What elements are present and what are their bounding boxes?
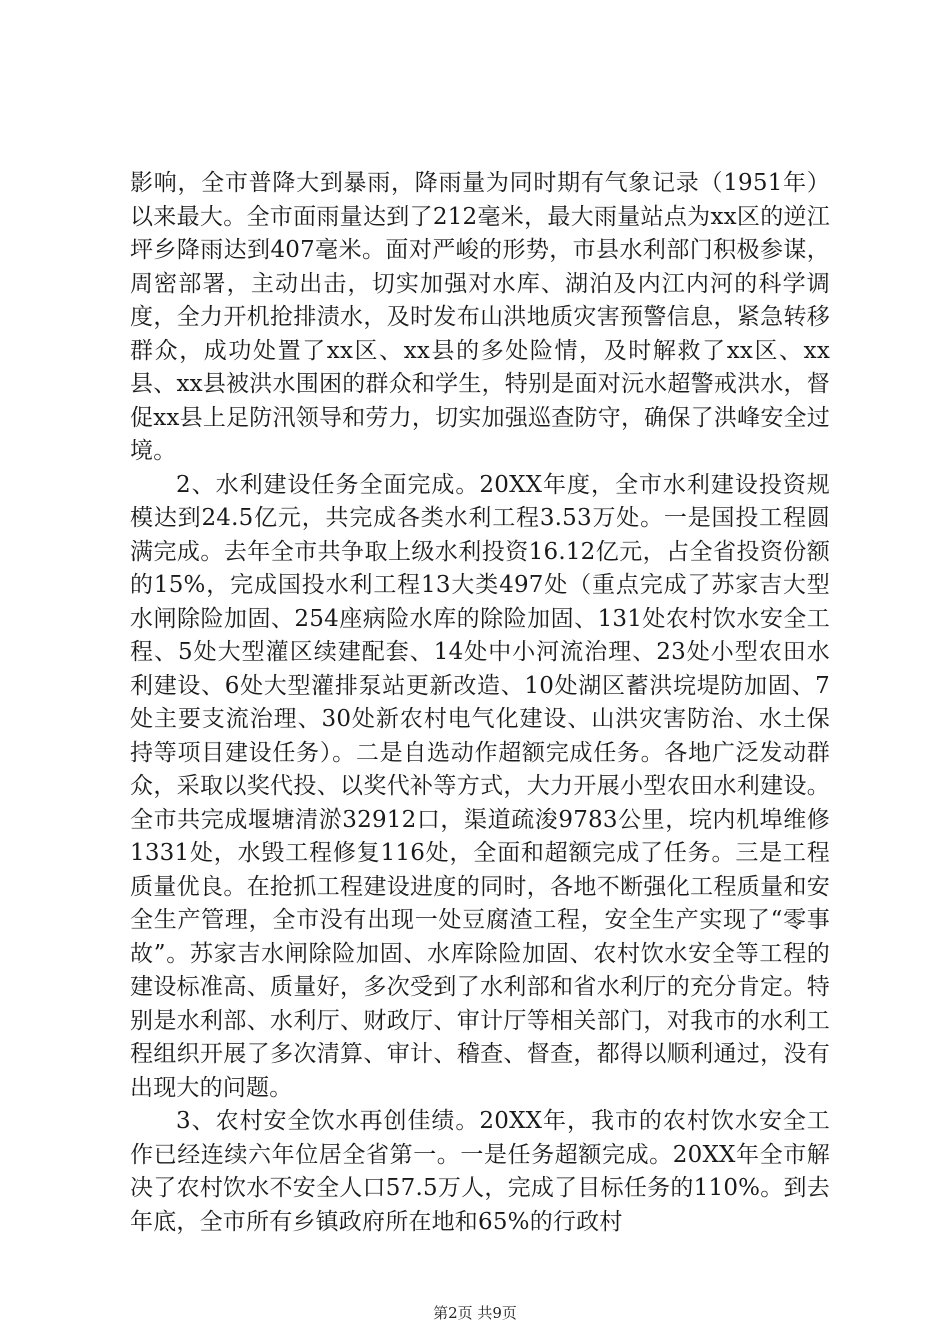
paragraph-continuation: 影响，全市普降大到暴雨，降雨量为同时期有气象记录（1951年）以来最大。全市面雨量达到了212毫米，最大雨量站点为xx区的逆江坪乡降雨达到407毫米。面对严峻的形势，市县水利部门积极参谋，周密部署，主动出击，切实加强对水库、湖泊及内江内河的科学调度，全力开机抢排渍水，及时发布山洪地质灾害预警信息，紧急转移群众，成功处置了xx区、xx县的多处险情，及时解救了xx区、xx县、xx县被洪水围困的群众和学生，特别是面对沅水超警戒洪水，督促xx县上足防汛领导和劳力，切实加强巡查防守，确保了洪峰安全过境。 [130,170,830,464]
body-text [130,167,830,1239]
paragraph-rural-drinking-water: 3、农村安全饮水再创佳绩。20XX年，我市的农村饮水安全工作已经连续六年位居全省第一。一是任务超额完成。20XX年全市解决了农村饮水不安全人口57.5万人，完成了目标任务的110%。到去年底，全市所有乡镇政府所在地和65%的行政村 [130,1108,830,1235]
page-number-footer: 第2页 共9页 [433,1304,517,1322]
paragraph-water-construction: 2、水利建设任务全面完成。20XX年度，全市水利建设投资规模达到24.5亿元，共完成各类水利工程3.53万处。一是国投工程圆满完成。去年全市共争取上级水利投资16.12亿元，占全省投资份额的15%，完成国投水利工程13大类497处（重点完成了苏家吉大型水闸除险加固、254座病险水库的除险加固、131处农村饮水安全工程、5处大型灌区续建配套、14处中小河流治理、23处小型农田水利建设、6处大型灌排泵站更新改造、10处湖区蓄洪垸堤防加固、7处主要支流治理、30处新农村电气化建设、山洪灾害防治、水土保持等项目建设任务）。二是自选动作超额完成任务。各地广泛发动群众，采取以奖代投、以奖代补等方式，大力开展小型农田水利建设。全市共完成堰塘清淤32912口，渠道疏浚9783公里，垸内机埠维修1331处，水毁工程修复116处，全面和超额完成了任务。三是工程质量优良。在抢抓工程建设进度的同时，各地不断强化工程质量和安全生产管理，全市没有出现一处豆腐渣工程，安全生产实现了“零事故”。苏家吉水闸除险加固、水库除险加固、农村饮水安全等工程的建设标准高、质量好，多次受到了水利部和省水利厅的充分肯定。特别是水利部、水利厅、财政厅、审计厅等相关部门，对我市的水利工程组织开展了多次清算、审计、稽查、督查，都得以顺利通过，没有出现大的问题。 [130,471,830,1101]
